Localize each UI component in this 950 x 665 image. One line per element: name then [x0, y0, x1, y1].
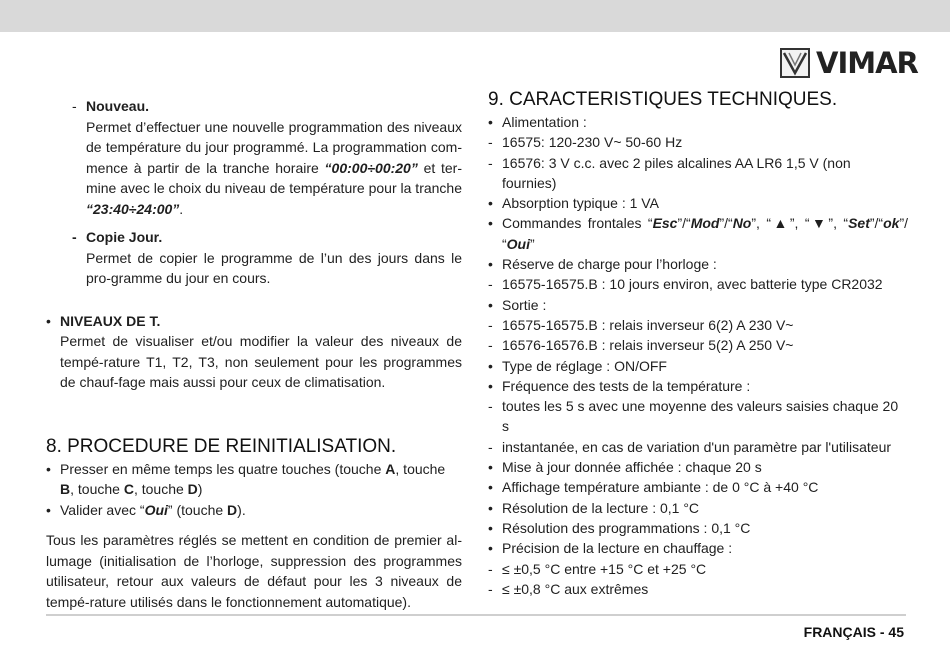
bullet-marker: • — [488, 296, 493, 313]
spec-text: Commandes frontales “ — [502, 215, 653, 232]
cmd-ok: ok — [883, 215, 900, 232]
dash-marker: - — [488, 154, 493, 171]
spec-text: toutes les 5 s avec une moyenne des valeurs saisies chaque 20 s — [502, 398, 899, 435]
dash-marker: - — [488, 580, 493, 597]
right-column — [488, 88, 908, 599]
dash-marker: - — [72, 229, 77, 245]
dash-marker: - — [72, 98, 77, 114]
nouveau-text-c: . — [179, 200, 184, 217]
dash-marker: - — [488, 438, 493, 455]
nouveau-time-end: “23:40÷24:00” — [86, 200, 180, 217]
nouveau-time-start: “00:00÷00:20” — [324, 159, 418, 176]
nouveau-text-b: et ter-mine avec le choix du niveau de température pour la tranche — [86, 159, 462, 196]
b2-text-a: Valider avec “ — [60, 501, 145, 518]
spec-text: 16576: 3 V c.c. avec 2 piles alcalines AA LR6 1,5 V (non fournies) — [502, 154, 851, 191]
bullet-marker: • — [488, 519, 493, 536]
bullet-marker: • — [488, 459, 493, 476]
spec-text: 16576-16576.B : relais inverseur 5(2) A 250 V~ — [502, 337, 794, 354]
brand-name: VIMAR — [816, 46, 918, 80]
niveaux-block — [46, 311, 462, 393]
spec-text: Précision de la lecture en chauffage : — [502, 540, 733, 557]
niveaux-text: Permet de visualiser et/ou modifier la valeur des niveaux de tempé-rature T1, T2, T3, non seulement pour les programmes de chauf-fage mais aussi pour ceux de climatisation. — [60, 333, 462, 390]
spec-line — [488, 315, 908, 335]
spec-line — [488, 295, 908, 315]
spec-text: Mise à jour donnée affichée : chaque 20 s — [502, 459, 762, 476]
spec-text: ”, “▲”, “▼”, “ — [751, 215, 849, 232]
spec-line — [488, 254, 908, 274]
spec-text: 16575-16575.B : relais inverseur 6(2) A 230 V~ — [502, 316, 794, 333]
spec-text: Réserve de charge pour l’horloge : — [502, 256, 717, 273]
dash-marker: - — [488, 337, 493, 354]
key-b: B — [60, 481, 71, 497]
b1-text-e: ) — [197, 481, 203, 497]
bullet-marker: • — [488, 357, 493, 374]
spec-text: Fréquence des tests de la température : — [502, 377, 751, 394]
b2-text-c: ). — [237, 501, 246, 518]
footer-divider — [46, 614, 906, 616]
bullet-marker: • — [46, 312, 51, 329]
cmd-set: Set — [848, 215, 870, 232]
spec-text: Sortie : — [502, 296, 547, 313]
spec-text: ”/“ — [869, 215, 884, 232]
bullet-marker: • — [488, 256, 493, 273]
spec-line — [488, 132, 908, 152]
bullet-marker: • — [488, 540, 493, 557]
spec-text: 16575: 120-230 V~ 50-60 Hz — [502, 134, 683, 151]
page-number: FRANÇAIS - 45 — [803, 624, 904, 640]
dash-marker: - — [488, 276, 493, 293]
spec-text: Résolution des programmations : 0,1 °C — [502, 519, 751, 536]
section-9-title: 9. CARACTERISTIQUES TECHNIQUES. — [488, 89, 838, 110]
spec-text: ”/“ — [677, 215, 691, 232]
b1-text-b: , touche — [395, 460, 446, 477]
bullet-marker: • — [488, 195, 493, 212]
cmd-no: No — [732, 215, 752, 232]
spec-line — [488, 112, 908, 132]
spec-line — [488, 193, 908, 213]
section-8-bullet-2 — [46, 500, 462, 521]
spec-line-commands — [488, 213, 908, 254]
key-c: C — [123, 481, 134, 497]
nouveau-text — [86, 117, 462, 220]
spec-line — [488, 457, 908, 477]
spec-line — [488, 153, 908, 194]
spec-text: instantanée, en cas de variation d'un paramètre par l'utilisateur — [502, 438, 892, 455]
bullet-marker: • — [488, 114, 493, 130]
b1-text-d: , touche — [133, 481, 188, 497]
spec-line — [488, 376, 908, 396]
spec-line — [488, 335, 908, 355]
oui-label: Oui — [144, 501, 168, 518]
spec-line — [488, 437, 908, 457]
vimar-logo-icon — [780, 48, 810, 78]
cmd-mod: Mod — [690, 215, 720, 232]
spec-text: ≤ ±0,8 °C aux extrêmes — [502, 580, 649, 597]
spec-line — [488, 477, 908, 497]
menu-item-copie — [46, 227, 462, 289]
vimar-logo — [780, 46, 918, 80]
top-banner — [0, 0, 950, 32]
spec-line — [488, 274, 908, 294]
spec-text: Type de réglage : ON/OFF — [502, 357, 667, 374]
spec-text: ≤ ±0,5 °C entre +15 °C et +25 °C — [502, 560, 707, 577]
dash-marker: - — [488, 316, 493, 333]
key-a: A — [385, 460, 396, 477]
nouveau-text-a: Permet d’effectuer une nouvelle programmation des niveaux de température du jour programmé. La programmation com-mence à partir de la tranche horaire — [86, 118, 462, 176]
spec-text: Absorption typique : 1 VA — [502, 195, 659, 212]
b1-text-a: Presser en même temps les quatre touches (touche — [60, 460, 386, 477]
spec-text: 16575-16575.B : 10 jours environ, avec batterie type CR2032 — [502, 276, 883, 293]
spec-text: Alimentation : — [502, 114, 587, 130]
section-8-paragraph: Tous les paramètres réglés se mettent en condition de premier al-lumage (initialisation de l’horloge, suppression des programmes utilisateur, retour aux valeurs de défaut pour les 3 niveaux de tempé-rature utilisés dans le fonctionnement automatique). — [46, 532, 462, 610]
spec-text: Affichage température ambiante : de 0 °C à +40 °C — [502, 479, 819, 496]
key-d: D — [187, 481, 198, 497]
dash-marker: - — [488, 398, 493, 415]
cmd-esc: Esc — [652, 215, 678, 232]
spec-line — [488, 579, 908, 599]
spec-text: ”/ “ — [502, 215, 908, 252]
nouveau-title: Nouveau. — [86, 98, 150, 114]
b2-text-b: ” (touche — [167, 501, 228, 518]
b1-text-c: , touche — [70, 481, 124, 497]
spec-text: Résolution de la lecture : 0,1 °C — [502, 499, 700, 516]
spec-line — [488, 559, 908, 579]
copie-text: Permet de copier le programme de l’un des jours dans le pro-gramme du jour en cours. — [86, 249, 462, 286]
spec-text: ”/“ — [719, 215, 733, 232]
dash-marker: - — [488, 134, 493, 151]
cmd-oui: Oui — [506, 235, 531, 252]
bullet-marker: • — [46, 501, 51, 518]
niveaux-title: NIVEAUX DE T. — [60, 312, 161, 329]
spec-text: ” — [530, 235, 535, 252]
left-column — [46, 96, 462, 612]
section-8-title: 8. PROCEDURE DE REINITIALISATION. — [46, 435, 397, 457]
spec-line — [488, 356, 908, 376]
section-8-bullet-1 — [46, 459, 462, 500]
bullet-marker: • — [488, 479, 493, 496]
spec-line — [488, 396, 908, 437]
bullet-marker: • — [46, 460, 51, 477]
copie-title: Copie Jour. — [86, 229, 163, 245]
dash-marker: - — [488, 560, 493, 577]
bullet-marker: • — [488, 215, 493, 232]
key-d: D — [227, 501, 238, 518]
spec-line — [488, 498, 908, 518]
section-8 — [46, 435, 462, 613]
menu-item-nouveau — [46, 96, 462, 219]
spec-line — [488, 538, 908, 558]
spec-line — [488, 518, 908, 538]
bullet-marker: • — [488, 499, 493, 516]
bullet-marker: • — [488, 377, 493, 394]
